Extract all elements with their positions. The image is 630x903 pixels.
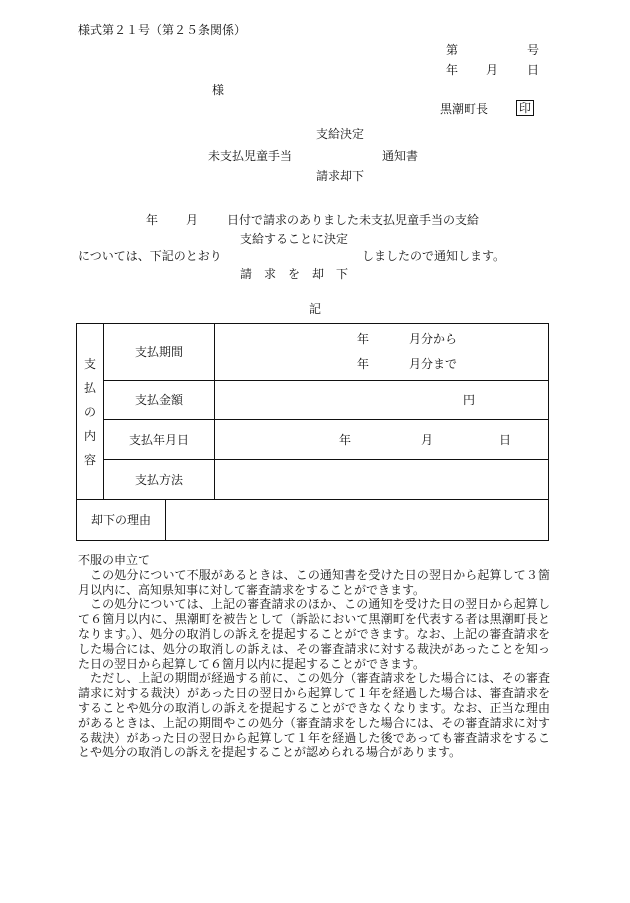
body-month: 月 (186, 213, 199, 227)
reject-reason-label: 却下の理由 (77, 500, 166, 540)
payment-date-year: 年 (339, 433, 352, 447)
title-suffix: 通知書 (382, 149, 419, 163)
issuer-name: 黒潮町長 (440, 102, 489, 116)
title-prefix: 未支払児童手当 (208, 149, 293, 163)
body-year: 年 (146, 213, 159, 227)
document-number-prefix: 第 (446, 43, 459, 57)
side-char: 支 (83, 356, 96, 371)
period-from-year: 年 (357, 332, 370, 346)
appeal-paragraph: ただし、上記の期間が経過する前に、この処分（審査請求をした場合には、その審査請求に対する裁決）があった日の翌日から起算して１年を経過した場合は、審査請求をすることや処分の取消しの訴えを提起することができなくなります。なお、正当な理由があるときは、上記の期間やこの処分（審査請求をした場合には、その審査請求に対する裁決）があった日の翌日から起算して１年を経過した後であっても審査請求をすることや処分の取消しの訴えを提起することが認められる場合があります。 (78, 671, 550, 760)
period-label: 支払期間 (104, 324, 215, 381)
seal-mark: 印 (516, 100, 534, 116)
appeal-paragraph: この処分については、上記の審査請求のほか、この通知を受けた日の翌日から起算して６箇月以内に、黒潮町を被告として（訴訟において黒潮町を代表する者は黒潮町長となります。）、処分の取消しの訴えを提起することができます。なお、上記の審査請求をした場合には、処分の取消しの訴えは、その審査請求に対する裁決があったことを知った日の翌日から起算して６箇月以内に提起することができます。 (78, 597, 550, 671)
issue-date-year: 年 (446, 63, 459, 77)
body-option-reject: 請 求 を 却 下 (240, 267, 349, 281)
issue-date-day: 日 (527, 63, 540, 77)
body-line2-right: しましたので通知します。 (362, 249, 506, 263)
side-char: 内 (83, 428, 96, 443)
side-char: 払 (83, 380, 96, 395)
body-line2-left: については、下記のとおり (78, 249, 222, 263)
payment-date-month: 月 (421, 433, 434, 447)
appeal-paragraph: この処分について不服があるときは、この通知書を受けた日の翌日から起算して３箇月以内に、高知県知事に対して審査請求をすることができます。 (78, 567, 550, 597)
payment-date-day: 日 (499, 433, 512, 447)
body-line1: 日付で請求のありました未支払児童手当の支給 (227, 213, 480, 227)
reject-reason-row (77, 500, 549, 541)
form-number: 様式第２１号（第２５条関係） (78, 23, 247, 37)
appeal-notes (78, 553, 550, 760)
title-option-reject: 請求却下 (316, 169, 365, 183)
issue-date-month: 月 (486, 63, 499, 77)
period-to-month: 月分まで (409, 357, 458, 371)
payment-details-table (76, 323, 549, 541)
body-option-grant: 支給することに決定 (240, 232, 349, 246)
title-option-grant: 支給決定 (316, 127, 365, 141)
amount-unit: 円 (463, 393, 476, 407)
period-from-month: 月分から (409, 332, 458, 346)
document-number-suffix: 号 (527, 43, 540, 57)
payment-method-label: 支払方法 (104, 460, 215, 500)
appeal-heading: 不服の申立て (78, 553, 151, 567)
payment-date-cell (215, 420, 549, 460)
side-char: 容 (83, 452, 96, 467)
period-to-year: 年 (357, 357, 370, 371)
reject-reason-cell (166, 500, 548, 540)
payment-method-cell (215, 460, 549, 500)
period-value-cell (215, 324, 549, 381)
ki-heading: 記 (309, 302, 322, 316)
side-char: の (83, 404, 96, 419)
payment-date-label: 支払年月日 (104, 420, 215, 460)
amount-value-cell (215, 381, 549, 420)
addressee-suffix: 様 (212, 83, 225, 97)
side-label-cell (77, 324, 104, 500)
amount-label: 支払金額 (104, 381, 215, 420)
